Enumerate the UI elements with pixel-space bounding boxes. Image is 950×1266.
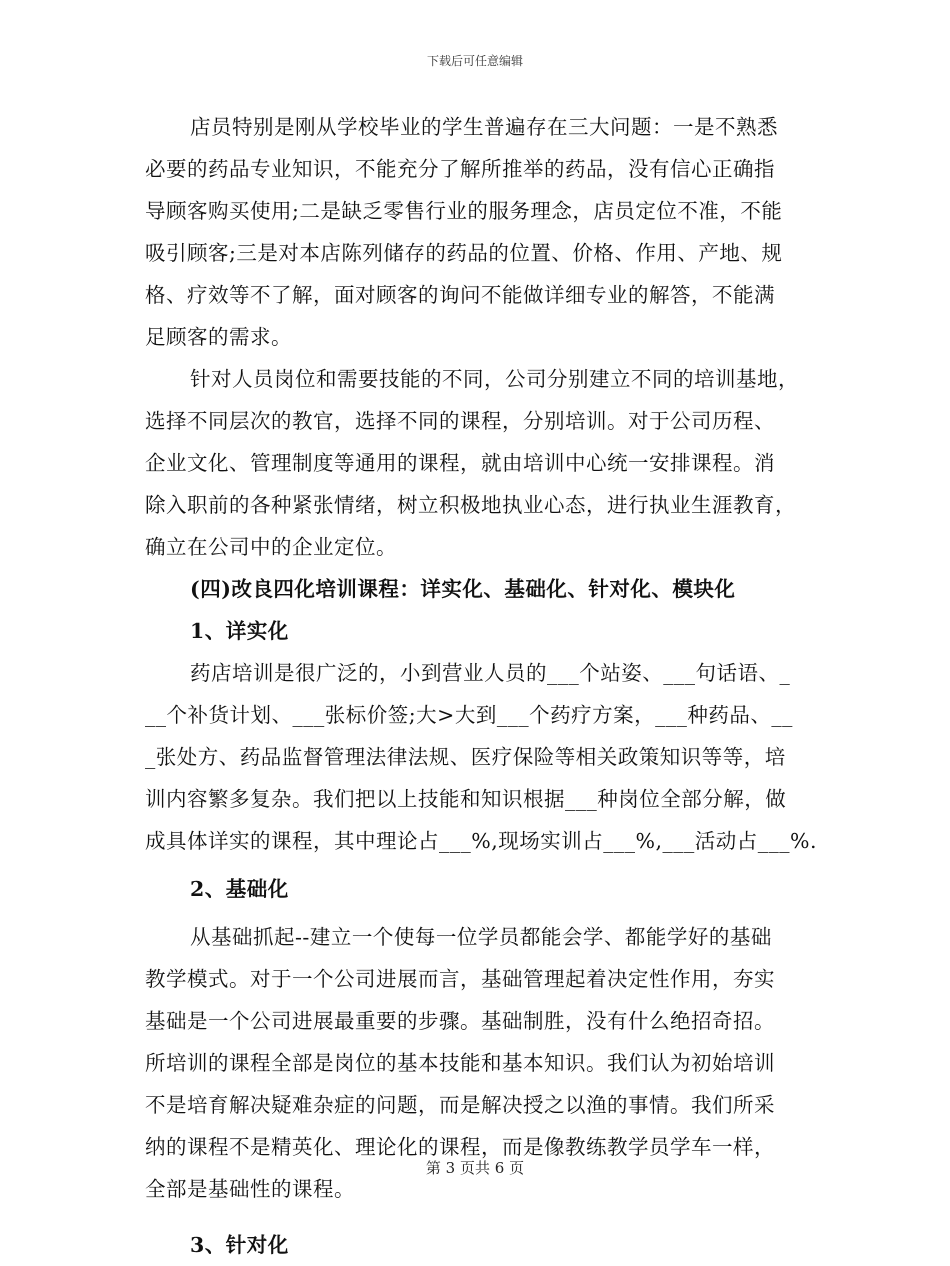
text-line: 不是培育解决疑难杂症的问题，而是解决授之以渔的事情。我们所采 — [145, 1093, 775, 1117]
text-line: 所培训的课程全部是岗位的基本技能和基本知识。我们认为初始培训 — [145, 1051, 775, 1075]
text-line: 药店培训是很广泛的，小到营业人员的___个站姿、___句话语、_ — [190, 661, 791, 685]
text-line: 全部是基础性的课程。 — [145, 1177, 355, 1201]
text-line: 除入职前的各种紧张情绪，树立积极地执业心态，进行执业生涯教育， — [145, 493, 796, 517]
text-line: 从基础抓起--建立一个使每一位学员都能会学、都能学好的基础 — [190, 925, 772, 949]
text-line: 企业文化、管理制度等通用的课程，就由培训中心统一安排课程。消 — [145, 451, 775, 475]
page-number: 第 3 页共 6 页 — [425, 1159, 525, 1177]
text-line: 格、疗效等不了解，面对顾客的询问不能做详细专业的解答，不能满 — [145, 283, 775, 307]
text-line: 足顾客的需求。 — [145, 325, 292, 349]
subsection-heading-3: 3、针对化 — [190, 1233, 289, 1257]
subsection-heading-2: 2、基础化 — [190, 877, 289, 901]
text-line: 训内容繁多复杂。我们把以上技能和知识根据___种岗位全部分解，做 — [145, 787, 787, 811]
text-line: 确立在公司中的企业定位。 — [145, 535, 397, 559]
subsection-heading-1: 1、详实化 — [190, 619, 289, 643]
text-line: 针对人员岗位和需要技能的不同，公司分别建立不同的培训基地， — [190, 367, 799, 391]
text-line: 吸引顾客;三是对本店陈列储存的药品的位置、价格、作用、产地、规 — [145, 241, 783, 265]
text-line: 基础是一个公司进展最重要的步骤。基础制胜，没有什么绝招奇招。 — [145, 1009, 775, 1033]
text-line: 必要的药品专业知识，不能充分了解所推举的药品，没有信心正确指 — [145, 157, 775, 181]
text-line: _张处方、药品监督管理法律法规、医疗保险等相关政策知识等等，培 — [145, 745, 786, 769]
paragraph-1 — [145, 106, 815, 358]
text-line: 导顾客购买使用;二是缺乏零售行业的服务理念，店员定位不准，不能 — [145, 199, 783, 223]
text-line: 店员特别是刚从学校毕业的学生普遍存在三大问题：一是不熟悉 — [190, 115, 778, 139]
text-line: __个补货计划、___张标价签;大>大到___个药疗方案，___种药品、__ — [145, 703, 793, 727]
paragraph-2 — [145, 358, 815, 568]
text-line: 纳的课程不是精英化、理论化的课程，而是像教练教学员学车一样， — [145, 1135, 775, 1159]
document-body — [145, 106, 815, 1266]
text-line: 成具体详实的课程，其中理论占___%,现场实训占___%,___活动占___%. — [145, 829, 817, 853]
paragraph-3 — [145, 652, 815, 862]
text-line: 选择不同层次的教官，选择不同的课程，分别培训。对于公司历程、 — [145, 409, 775, 433]
text-line: 教学模式。对于一个公司进展而言，基础管理起着决定性作用，夯实 — [145, 967, 775, 991]
header-note: 下载后可任意编辑 — [426, 54, 523, 68]
section-heading: (四)改良四化培训课程：详实化、基础化、针对化、模块化 — [190, 577, 736, 601]
